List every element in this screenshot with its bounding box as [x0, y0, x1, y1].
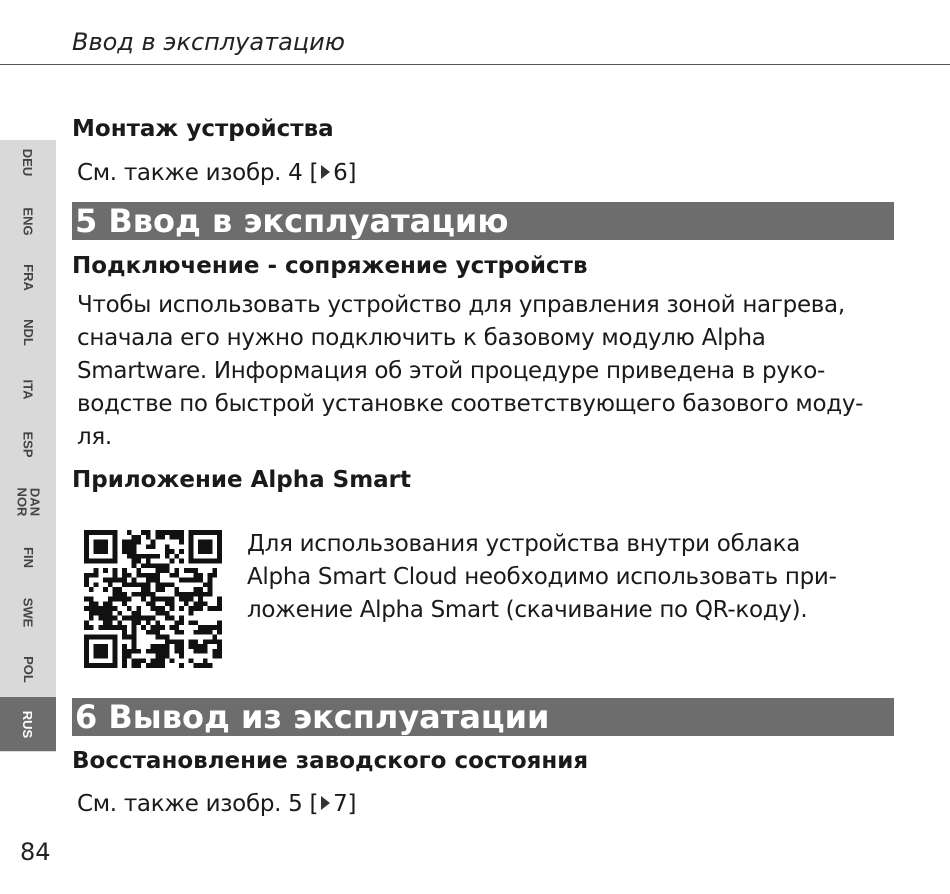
language-tab-label: ITA — [20, 379, 36, 399]
reset-heading: Восстановление заводского состояния — [72, 748, 589, 774]
language-tab-fra[interactable] — [0, 250, 56, 304]
arrow-right-icon — [321, 796, 330, 810]
pairing-line: Smartware. Информация об этой процедуре приведена в руко- — [77, 358, 826, 384]
language-tab-ndl[interactable] — [0, 305, 56, 359]
language-tab-deu[interactable] — [0, 135, 56, 189]
reset-ref-prefix: См. также изобр. 5 [ — [77, 791, 319, 817]
header-divider — [0, 64, 950, 65]
language-tab-label: SWE — [20, 597, 36, 627]
language-tab-label: RUS — [20, 710, 36, 738]
language-tab-swe[interactable] — [0, 585, 56, 639]
language-tab-label: FIN — [20, 546, 36, 568]
language-tab-esp[interactable] — [0, 417, 56, 471]
mounting-ref-page: 6] — [333, 160, 357, 186]
page-number: 84 — [20, 838, 51, 866]
pairing-line: ля. — [77, 424, 112, 450]
language-tab-label: ESP — [20, 430, 36, 458]
app-heading: Приложение Alpha Smart — [72, 467, 412, 493]
language-tab-dan-nor[interactable] — [0, 475, 56, 529]
qr-code-icon — [84, 530, 222, 668]
chapter-6-title: 6 Вывод из эксплуатации — [72, 698, 894, 736]
mounting-ref-prefix: См. также изобр. 4 [ — [77, 160, 319, 186]
language-tab-rus[interactable] — [0, 697, 56, 751]
arrow-right-icon — [321, 165, 330, 179]
pairing-heading: Подключение - сопряжение устройств — [72, 253, 588, 279]
language-tab-label: NDL — [20, 318, 36, 346]
language-tab-label: FRA — [20, 263, 36, 291]
mounting-heading: Монтаж устройства — [72, 116, 334, 142]
reset-ref-page: 7] — [333, 791, 357, 817]
pairing-line: водстве по быстрой установке соответствующего базового моду- — [77, 391, 864, 417]
language-tab-label: POL — [20, 655, 36, 683]
app-paragraph — [247, 528, 887, 627]
language-tab-label: ENG — [20, 206, 36, 236]
app-line: Для использования устройства внутри облака — [247, 531, 801, 557]
language-tab-fin[interactable] — [0, 530, 56, 584]
pairing-line: Чтобы использовать устройство для управления зоной нагрева, — [77, 292, 845, 318]
reset-reference — [77, 788, 356, 821]
mounting-reference — [77, 157, 356, 190]
app-line: Alpha Smart Cloud необходимо использовать при- — [247, 564, 837, 590]
pairing-line: сначала его нужно подключить к базовому модулю Alpha — [77, 325, 766, 351]
chapter-5-title: 5 Ввод в эксплуатацию — [72, 202, 894, 240]
language-tab-pol[interactable] — [0, 642, 56, 696]
language-tab-label: DEU — [20, 148, 36, 176]
language-tab-eng[interactable] — [0, 194, 56, 248]
app-line: ложение Alpha Smart (скачивание по QR-коду). — [247, 597, 808, 623]
language-tab-label: DAN NOR — [13, 487, 42, 517]
language-tab-ita[interactable] — [0, 362, 56, 416]
page-header-title: Ввод в эксплуатацию — [72, 28, 345, 56]
pairing-paragraph — [77, 289, 863, 454]
